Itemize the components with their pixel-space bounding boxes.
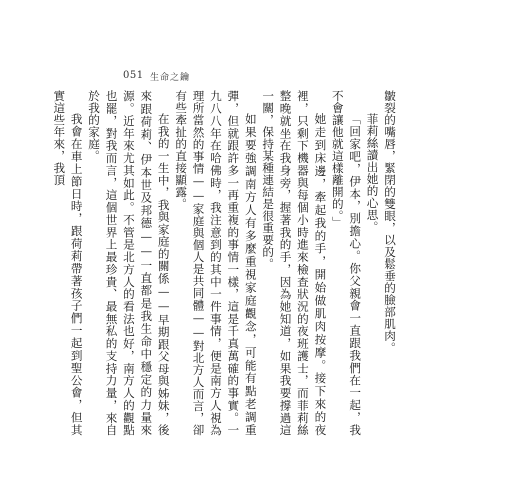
vertical-body-text	[50, 90, 398, 436]
paragraph: 她走到床邊，牽起我的手，開始做肌肉按摩。接下來的夜裡，只剩下機器與每個小時進來檢查狀況的夜班護士，而菲莉絲整晚就坐在我身旁，握著我的手，因為她知道，如果我要撐過這一關，保持某種連結是很重要的。	[261, 90, 328, 436]
paragraph: 皺裂的嘴唇，緊閉的雙眼，以及鬆垂的臉部肌肉。	[383, 90, 397, 354]
paragraph: 「回家吧，伊本，別擔心。你父親會一直跟我們在一起，我不會讓他就這樣離開的。」	[330, 90, 363, 436]
paragraph: 菲莉絲讀出她的心思。	[365, 113, 380, 234]
paragraph: 如果要強調南方人有多麼重視家庭觀念，可能有點老調重彈，但就跟許多一再重複的事情一樣，這是千真萬確的事實。一九八八年在哈佛時，我注意到的其中一件事情，便是南方人視為理所當然的事情——家庭與個人是共同體——對北方人而言，卻有些牽扯的直接顯露。	[174, 90, 258, 436]
paragraph: 我會在車上節日時，跟荷莉帶著孩子們一起到聖公會，但其實這些年來，我頂	[52, 90, 84, 436]
page-number: 051	[123, 70, 144, 81]
running-head: 生命之鑰	[150, 73, 191, 83]
paragraph: 在我的一生中，我與家庭的關係——早期跟父母與姊妹，後來跟荷莉、伊本世及邦德——一直都是我生命中穩定的力量來源。近年來尤其如此。不管是北方人的看法也好，南方人的觀點也罷，對我而言，這個世界上最珍貴、最無私的支持力量，來自於我的家庭。	[87, 90, 171, 436]
